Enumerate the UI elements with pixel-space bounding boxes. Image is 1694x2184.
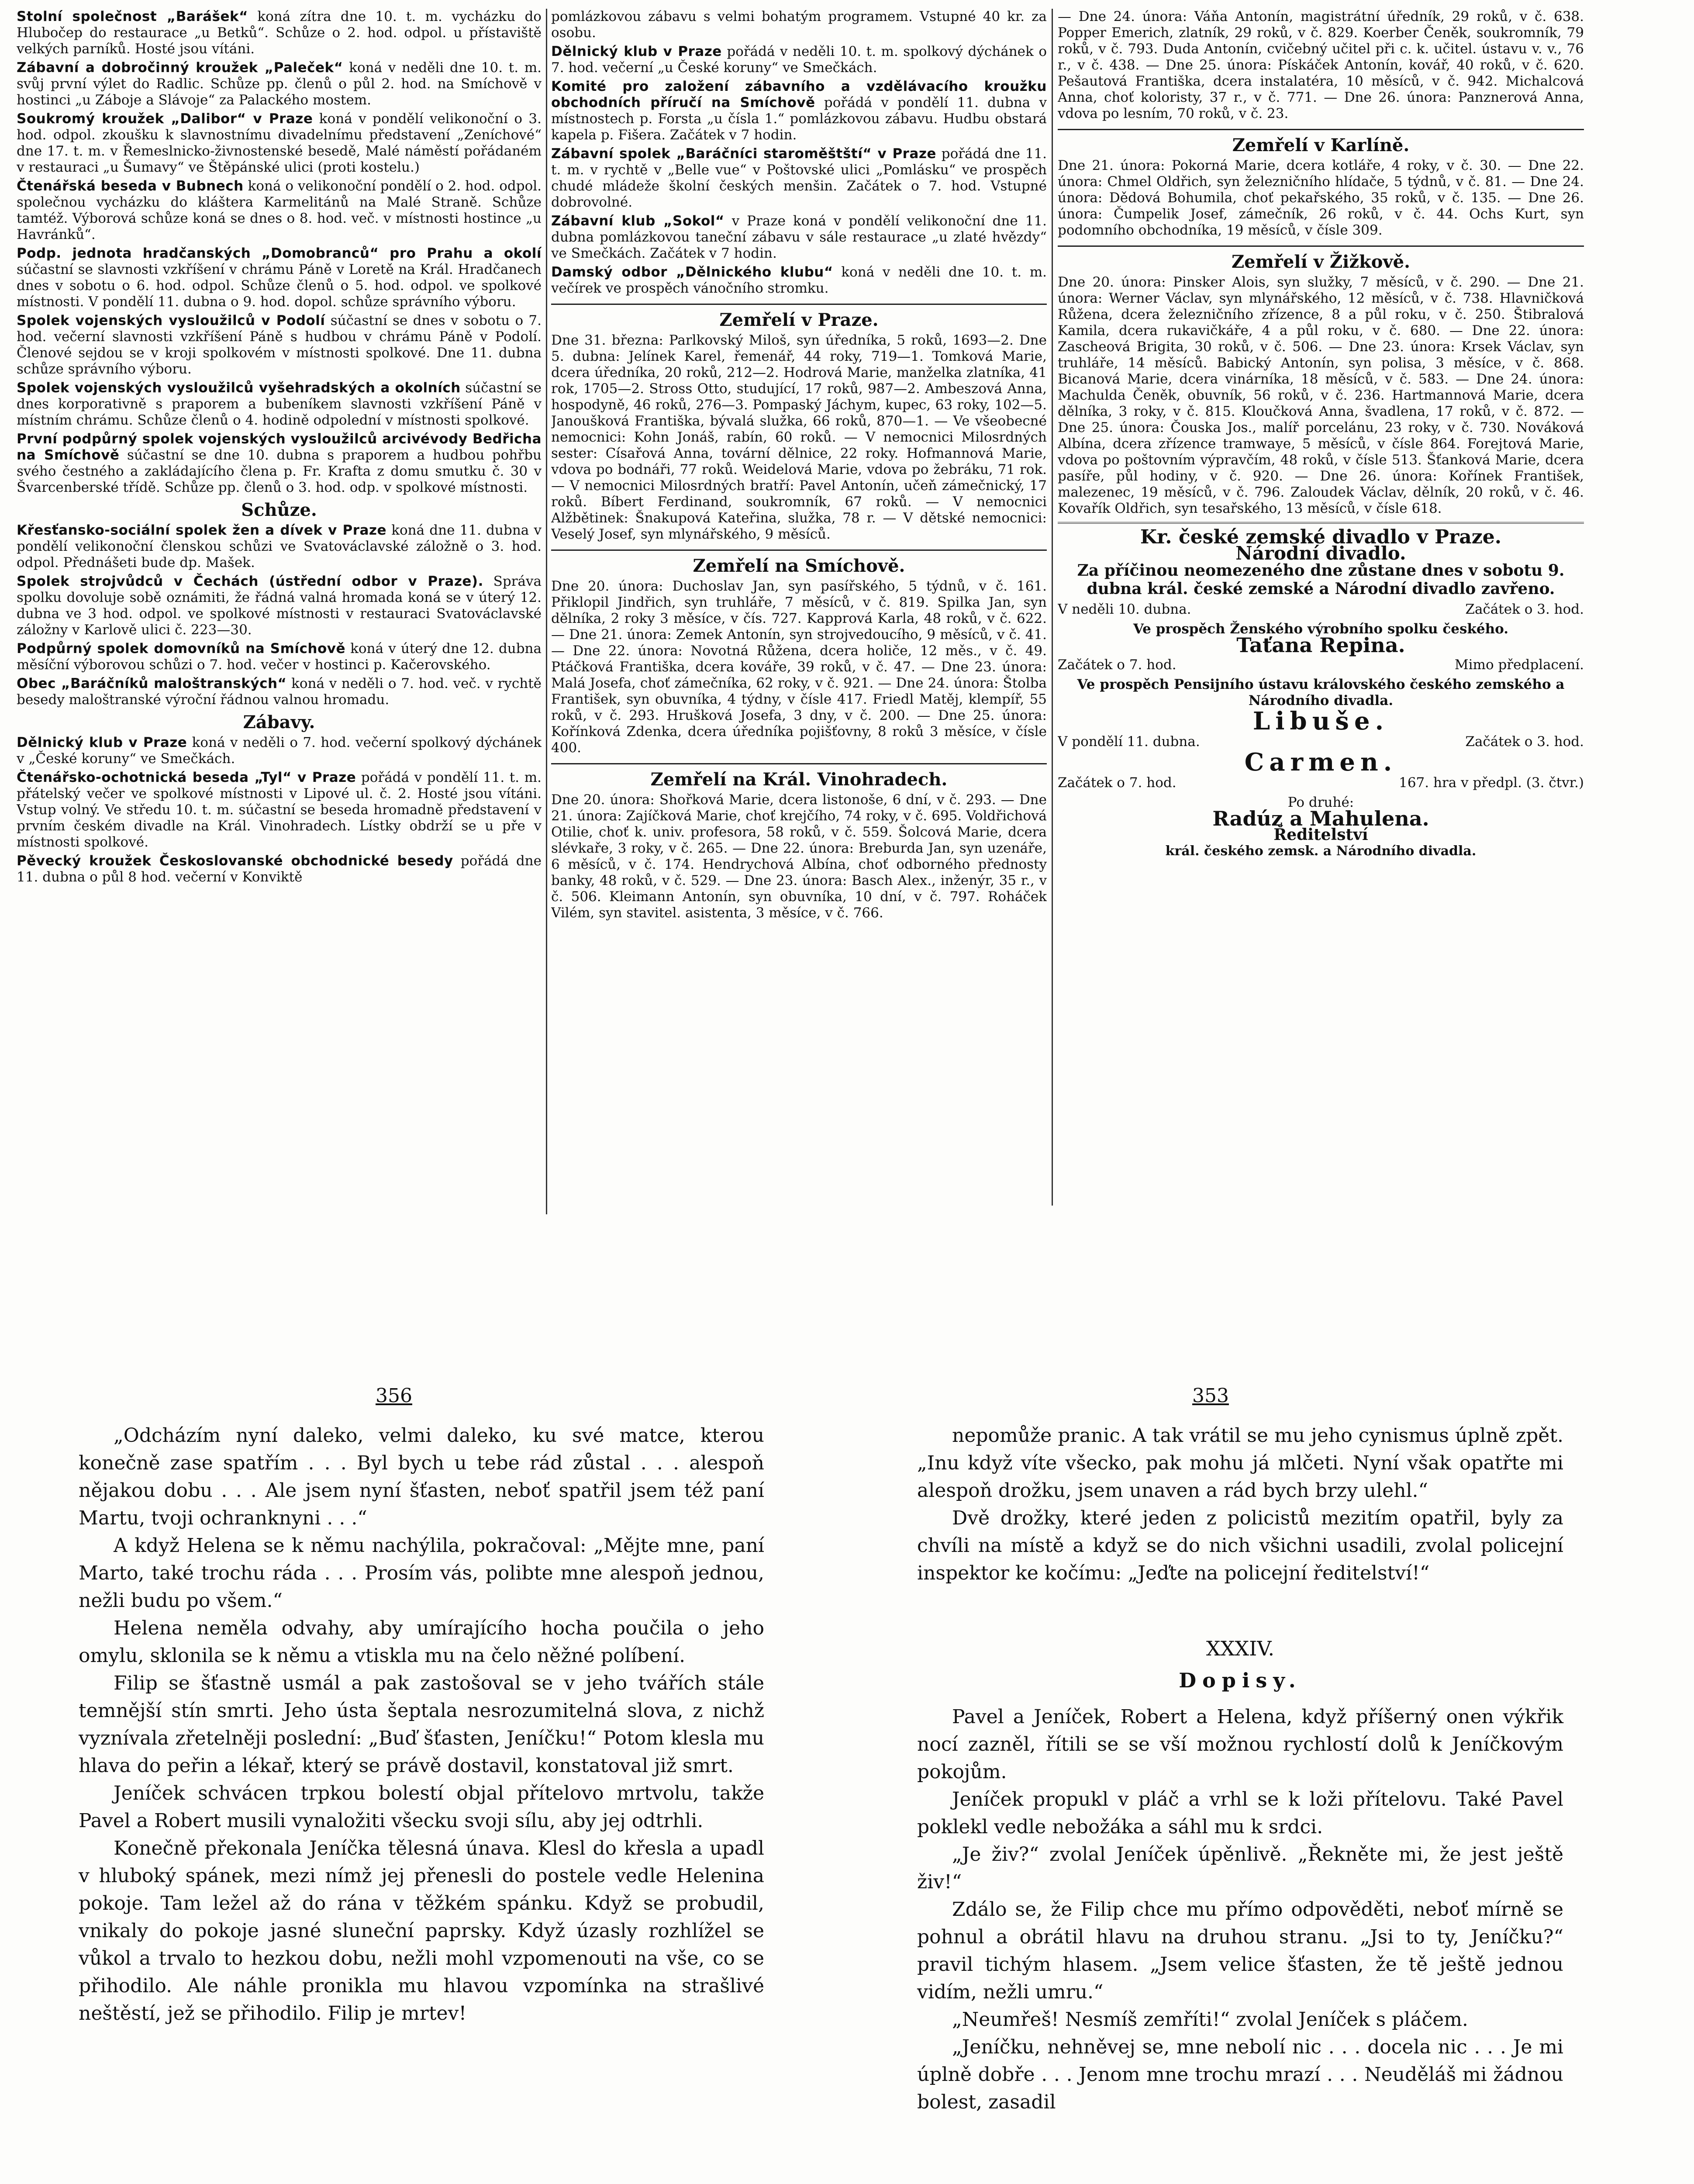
start-time: Začátek o 3. hod. [1465,734,1584,750]
subscription-note: 167. hra v předpl. (3. čtvr.) [1399,775,1584,791]
notice [551,44,1047,76]
continuation-text: pomlázkovou zábavu s velmi bohatým programem. Vstupné 40 kr. za osobu. [551,9,1047,41]
notice-text: koná v pondělí velikonoční o 3. hod. odpol. zkoušku k slavnostnímu divadelnímu představení „Zeníchové“ dne 17. t. m. v Řemeslnicko-živnostenské besedě, Malé náměstí pořádaném v restauraci „u Šumavy“ ve Štěpánské ulici (proti kostelu.) [17,111,542,175]
section-rule [1058,245,1584,247]
novel-paragraph: „Odcházím nyní daleko, velmi daleko, ku své matce, kterou konečně zase spatřím . . . Byl bych u tebe rád zůstal . . . alespoň nějakou dobu . . . Ale jsem nyní šťasten, neboť spatřil jsem též paní Martu, tvoji ochranknyni . . .“ [79,1424,764,1529]
notice-text: pořádá v neděli 10. t. m. spolkový dýchánek o 7. hod. večerní „u České koruny“ ve Smečkách. [551,44,1047,76]
notice [17,676,542,708]
novel-paragraph: „Neumřeš! Nesmíš zemříti!“ zvolal Jeníček s pláčem. [952,2008,1468,2031]
start-time: Začátek o 3. hod. [1465,601,1584,617]
deaths-karlin: Dne 21. února: Pokorná Marie, dcera kotláře, 4 roky, v č. 30. — Dne 22. února: Chmel Oldřich, syn železničního hlídače, 5 týdnů, v č. 81. — Dne 24. února: Dědová Bohumila, choť pekařského, 35 roků, v č. 135. — Dne 26. února: Čumpelik Josef, zámečník, 26 roků, v č. 44. Ochs Kurt, syn podomního obchodníka, 19 měsíců, v čísle 309. [1058,158,1584,238]
novel-paragraph: Konečně překonala Jeníčka tělesná únava. Klesl do křesla a upadl v hluboký spánek, mezi nímž jej přenesli do postele vedle Helenina pokoje. Tam ležel až do rána v těžkém spánku. Když se probudil, vnikaly do pokoje jasné sluneční paprsky. Když úzasly rozhlížel se vůkol a trvalo to hezkou dobu, nežli mohl vzpomenouti na vše, co se přihodilo. Ale náhle pronikla mu hlavou vzpomínka na strašlivé neštěstí, jež se přihodilo. Filip je mrtev! [79,1837,764,2025]
notice-organization: První podpůrný spolek vojenských vysloužilců arcivévody Bedřicha na Smíchově [17,431,542,463]
notice [17,9,542,57]
notice-text: pořádá v pondělí 11. dubna v místnostech p. Forsta „u čísla 1.“ pomlázkovou zábavu. Hudbu obstará kapela p. Fišera. Začátek v 7 hodin. [551,95,1047,143]
novel-continuation [917,1422,1563,1587]
novel-text-left [79,1422,764,2027]
benefit-line: Ve prospěch Pensijního ústavu královského českého zemského a Národního divadla. [1077,677,1565,708]
deaths-smichov: Dne 20. února: Duchoslav Jan, syn pasířského, 5 týdnů, v č. 161. Přiklopil Jindřich, syn truhláře, 7 měsíců, v č. 819. Spilka Jan, syn dělníka, 2 roky 3 měsíce, v čís. 727. Kapprová Karla, 48 roků, v č. 622. — Dne 21. února: Zemek Antonín, syn strojvedoucího, 9 měsíců, v č. 41. — Dne 22. února: Novotná Růžena, dcera holiče, 12 měs., v č. 49. Ptáčková Františka, dcera kováře, 39 roků, v č. 47. — Dne 23. února: Malá Josefa, choť zámečníka, 62 roky, v č. 921. — Dne 24. února: Štolba František, syn obuvníka, 4 týdny, v čísle 417. Friedl Matěj, klempíř, 55 roků, v č. 293. Hrušková Josefa, 3 dny, v č. 200. — Dne 25. února: Kořínková Zdenka, dcera úředníka pojišťovny, 8 roků 3 měsíce, v čísle 400. [551,578,1047,756]
notice-organization: Obec „Baráčníků maloštranských“ [17,676,287,691]
novel-paragraph: Zdálo se, že Filip chce mu přímo odpověděti, neboť mírně se pohnul a obrátil hlavu na druhou stranu. „Jsi to ty, Jeníčku?“ pravil tichým hlasem. „Jsem velice šťasten, že tě ještě jednou vidím, nežli umru.“ [917,1898,1563,2003]
notice-organization: Spolek vojenských vysloužilců v Podolí [17,313,325,328]
notice-organization: Dělnický klub v Praze [17,735,187,750]
notice-text: Správa spolku dovoluje sobě oznámiti, že řádná valná hromada koná se v úterý 12. dubna ve 3 hod. odpol. ve spolkové místnosti v restauraci Svatováclavské záložny v Karlově ulici č. 223—30. [17,574,542,638]
notice-organization: Čtenářská beseda v Bubnech [17,178,244,194]
column-1 [17,9,542,1273]
heading-schuze: Schůze. [241,500,317,520]
notice-organization: Stolní společnost „Barášek“ [17,9,248,24]
notice-organization: Damský odbor „Dělnického klubu“ [551,264,833,280]
notice-organization: Podp. jednota hradčanských „Domobranců“ pro Prahu a okolí [17,245,542,261]
notice [17,770,542,850]
column-divider [1052,9,1053,1206]
deaths-zizkov: Dne 20. února: Pinsker Alois, syn služky, 7 měsíců, v č. 290. — Dne 21. února: Werner Václav, syn mlynářského, 12 měsíců, v č. 738. Hlavničková Růžena, dcera železničního zřízence, 8 a půl roku, v č. 250. Štibralová Kamila, dcera rukavičkáře, 4 a půl roku, v č. 680. — Dne 22. února: Zascheová Brigita, 30 roků, v č. 506. — Dne 23. února: Krsek Václav, syn truhláře, 14 měsíců. Babický Antonín, syn polisa, 3 měsíce, v č. 868. Bicanová Marie, dcera vinárníka, 18 měsíců, v č. 583. — Dne 24. února: Machulda Čeněk, obuvník, 56 roků, v č. 236. Hartmannová Marie, dcera dělníka, 3 roky, v č. 815. Kloučková Anna, švadlena, 17 roků, v č. 872. — Dne 25. února: Čouska Jos., malíř porcelánu, 23 roky, v č. 730. Nováková Albína, dcera zřízence tramwaye, 5 měsíců, v čísle 864. Forejtová Marie, vdova po poštovním výpravčím, 48 roků, v čísle 513. Šťanková Marie, dcera pasíře, půl hodiny, v č. 920. — Dne 26. února: Kořínek František, malezenec, 19 měsíců, v č. 796. Zaloudek Václav, dělník, 20 roků, v č. 46. Kovařík Oldřich, syn tesařského, 13 měsíců, v čísle 618. [1058,274,1584,516]
novel-paragraph: Pavel a Jeníček, Robert a Helena, když příšerný onen výkřik nocí zazněl, řítili se se vší možnou rychlostí dolů k Jeníčkovým pokojům. [917,1706,1563,1783]
notice-text: pořádá dne 11. dubna o půl 8 hod. večerní v Konviktě [17,853,542,885]
notice-text: koná dne 11. dubna v pondělí velikonoční členskou schůzi ve Svatováclavské záložně o 3. hod. odpol. Přednášeti bude dp. Mašek. [17,522,542,570]
notice [17,60,542,108]
notice [17,111,542,176]
notice [17,574,542,638]
notice [17,522,542,571]
date-label: V neděli 10. dubna. [1058,601,1191,617]
notice-text: koná v úterý dne 12. dubna měsíční výborovou schůzi o 7. hod. večer v hostinci p. Kačerovského. [17,641,542,673]
novel-paragraph: „Jeníčku, nehněvej se, mne nebolí nic . . . docela nic . . . Je mi úplně dobře . . . Jenom mne trochu mrazí . . . Neuděláš mi žádnou bolest, zasadil [917,2036,1563,2113]
deaths-continuation: — Dne 24. února: Váňa Antonín, magistrátní úředník, 29 roků, v č. 638. Popper Emerich, zlatník, 29 roků, v č. 829. Koerber Čeněk, soukromník, 79 roků, v č. 793. Duda Antonín, cvičebný učitel při c. k. učitel. ústavu v. v., 76 r., v č. 438. — Dne 25. února: Pískáček Antonín, kovář, 40 roků, v č. 620. Pešautová Františka, dcera instalatéra, 10 měsíců, v č. 942. Michalcová Anna, choť koloristy, 37 r., v č. 771. — Dne 26. února: Panznerová Anna, vdova po lesním, 70 roků, v č. 23. [1058,9,1584,121]
theater-title: Kr. české zemské divadlo v Praze. [1140,526,1502,548]
novel-chapter-body [917,1703,1563,2116]
novel-paragraph: Jeníček schvácen trpkou bolestí objal přítelovo mrtvolu, takže Pavel a Robert musili vynaložiti všecku svoji sílu, aby jej odtrhli. [79,1782,764,1832]
section-rule [1058,522,1584,524]
notice [551,79,1047,143]
theater-national: Národní divadlo. [1235,543,1406,564]
notice-text: koná v neděli dne 10. t. m. svůj první výlet do Radlic. Schůze pp. členů o půl 2. hod. na Smíchově v hostinci „u Záboje a Slávoje“ za Palackého mostem. [17,60,542,108]
notice [17,853,542,885]
play-title: Taťana Repina. [1236,633,1405,657]
novel-paragraph: „Je živ?“ zvolal Jeníček úpěnlivě. „Řekněte mi, že jest ještě živ!“ [917,1843,1563,1893]
notice-organization: Čtenářsko-ochotnická beseda „Tyl“ v Praze [17,770,356,785]
theater-program [1058,526,1584,859]
club-notices [551,44,1047,297]
notice-organization: Zábavní klub „Sokol“ [551,213,725,229]
theater-row [1058,657,1584,673]
subscription-note: Mimo předplacení. [1454,657,1584,673]
notice-organization: Křesťansko-sociální spolek žen a dívek v Praze [17,522,386,538]
notice-organization: Zábavní a dobročinný kroužek „Paleček“ [17,60,343,76]
play-title: Libuše. [1252,707,1389,736]
notice-text: súčastní se dnes v sobotu o 7. hod. večerní slavnosti vzkříšení Páně s hudbou v chrámu Páně v Podolí. Členové sejdou se v kroji spolkovém v místnosti spolkové. Dne 11. dubna schůze správního výboru. [17,313,542,377]
novel-paragraph: nepomůže pranic. A tak vrátil se mu jeho cynismus úplně zpět. „Inu když víte všecko, pak mohu já mlčeti. Nyní však opatřte mi alespoň drožku, jsem unaven a rád bych brzy ulehl.“ [917,1424,1563,1502]
notice-organization: Spolek vojenských vysloužilců vyšehradských a okolních [17,380,461,396]
notice-text: pořádá dne 11. t. m. v rychtě v „Belle vue“ v Poštovské ulici „Pomlásku“ ve prospěch chudé mládeže školní českých menšin. Začátek o 7. hod. Vstupné dobrovolné. [551,146,1047,210]
chapter-number: XXXIV. [1206,1637,1275,1660]
section-rule [1058,129,1584,130]
notice-text: súčastní se dne 10. dubna s praporem a hudbou pohřbu svého čestného a zakládajícího člena p. Fr. Krafta z domu smutku č. 30 v Švarcenberské třídě. Schůze pp. členů o 3. hod. odp. v spolkové místnosti. [17,447,542,495]
section-rule [551,549,1047,551]
start-time: Začátek o 7. hod. [1058,775,1176,791]
novel-paragraph: Filip se šťastně usmál a pak zastošoval se v jeho tvářích stále temnější stín smrti. Jeho ústa šeptala nesrozumitelná slova, z nichž vyznívala zřetelněji poslední: „Buď šťasten, Jeníčku!“ Potom klesla mu hlava do peřin a lékař, který se právě dostavil, konstatoval již smrt. [79,1672,764,1777]
theater-closed-notice: Za příčinou neomezeného dne zůstane dnes v sobotu 9. dubna král. české zemské a Národní divadlo zavřeno. [1077,561,1565,598]
heading-zizkov: Zemřelí v Žižkově. [1231,252,1411,272]
notice-text: súčastní se dnes korporativně s praporem a bubeníkem slavnosti vzkříšení Páně v místním chrámu. Schůze členů o 4. hodině odpolední v místnosti spolkové. [17,380,542,428]
notice-organization: Pěvecký kroužek Českoslovanské obchodnické besedy [17,853,453,869]
column-divider [546,9,547,1214]
notice-text: koná v neděli dne 10. t. m. večírek ve prospěch vánočního stromku. [551,264,1047,296]
novel-paragraph: Jeníček propukl v pláč a vrhl se k loži přítelovu. Také Pavel poklekl vedle nebožáka a sáhl mu k srdci. [917,1788,1563,1838]
notice-text: koná zítra dne 10. t. m. vycházku do Hlubočep do restaurace „u Betků“. Schůze o 2. hod. odpol. u přístaviště velkých parníků. Hosté jsou vítáni. [17,9,542,57]
then-label: Po druhé: [1287,795,1354,810]
benefit-line: Ve prospěch Ženského výrobního spolku českého. [1133,621,1509,637]
date-label: V pondělí 11. dubna. [1058,734,1200,750]
theater-row [1058,775,1584,791]
start-time: Začátek o 7. hod. [1058,657,1176,673]
notice-organization: Dělnický klub v Praze [551,44,722,59]
notice-text: pořádá v pondělí 11. t. m. přátelský večer ve spolkové místnosti v Lipové ul. č. 2. Hosté jsou vítáni. Vstup volný. Ve středu 10. t. m. súčastní se beseda hromadně představení v prvním českém divadle na Král. Vinohradech. Lístky obdrží se u pře v místnosti spolkové. [17,770,542,850]
notice [17,641,542,673]
column-3 [1058,9,1584,1223]
novel-paragraph: Helena neměla odvahy, aby umírajícího hocha poučila o jeho omylu, sklonila se k němu a vtiskla mu na čelo něžné políbení. [79,1617,764,1667]
notice-text: v Praze koná v pondělí velikonoční dne 11. dubna pomlázkovou taneční zábavu v sále restaurace „u zlaté hvězdy“ ve Smečkách. Začátek v 7 hodin. [551,213,1047,261]
heading-zabavy: Zábavy. [243,712,315,733]
notice-organization: Komité pro založení zábavního a vzdělávacího kroužku obchodních příručí na Smíchově [551,79,1047,111]
notice [551,264,1047,297]
play-title: Carmen. [1244,748,1397,777]
notice [17,735,542,767]
notice-text: koná v neděli o 7. hod. več. v rychtě besedy maloštranské výroční řádnou valnou hromadu. [17,676,542,708]
heading-smichov: Zemřelí na Smíchově. [693,556,905,576]
page-number-right: 353 [1192,1385,1229,1407]
page-number-left: 356 [376,1385,412,1407]
deaths-praha: Dne 31. března: Parlkovský Miloš, syn úředníka, 5 roků, 1693—2. Dne 5. dubna: Jelínek Karel, řemenář, 44 roky, 719—1. Tomková Marie, dcera úředníka, 20 roků, 212—2. Hodrová Marie, manželka zlatníka, 41 rok, 1705—2. Stross Otto, studující, 17 roků, 987—2. Ambeszová Anna, hospodyně, 46 roků, 276—3. Pompaský Jáchym, kupec, 63 roky, 102—5. Janoušková Františka, bývalá služka, 66 roků, 870—1. — Ve všeobecné nemocnici: Kohn Jonáš, rabín, 60 roků. — V nemocnici Milosrdných sester: Císařová Anna, tovární dělnice, 22 roky. Hofmannová Marie, vdova po bodnáři, 77 roků. Weidelová Marie, vdova po žebráku, 71 rok. — V nemocnici Milosrdných bratří: Pavel Antonín, učeň zámečnický, 17 roků. Bíbert Ferdinand, soukromník, 67 roků. — V nemocnici Alžbětinek: Šnakupová Kateřina, služka, 78 r. — V dětské nemocnici: Veselý Josef, syn mlynářského, 9 měsíců. [551,332,1047,542]
heading-praha: Zemřelí v Praze. [719,310,879,330]
directorate: Ředitelství [1273,826,1368,844]
notice [17,245,542,310]
notice [551,213,1047,262]
notice-organization: Zábavní spolek „Baráčníci staroměštští“ v Praze [551,146,936,162]
heading-vinohrady: Zemřelí na Král. Vinohradech. [650,769,948,790]
chapter-title: Dopisy. [1179,1669,1302,1692]
notice [551,146,1047,211]
notice-text: súčastní se slavnosti vzkříšení v chrámu Páně v Loretě na Král. Hradčanech dnes v sobotu o 6. hod. odpol. Schůze členů o 5. hod. odpol. ve spolkové místnosti. V pondělí 11. dubna o 9. hod. dopol. schůze správního výboru. [17,262,542,310]
theater-row [1058,601,1584,618]
notice-text: koná v neděli o 7. hod. večerní spolkový dýchánek v „České koruny“ ve Smečkách. [17,735,542,767]
novel-text-right [917,1422,1563,2116]
notice-organization: Spolek strojvůdců v Čechách (ústřední odbor v Praze). [17,574,483,589]
notice-organization: Podpůrný spolek domovníků na Smíchově [17,641,345,657]
notice [17,178,542,243]
play-title: Radúz a Mahulena. [1212,807,1429,830]
novel-paragraph: Dvě drožky, které jeden z policistů mezitím opatřil, byly za chvíli na místě a když se do nich všichni usadili, zvolal policejní inspektor ke kočímu: „Jeďte na policejní ředitelství!“ [917,1507,1563,1584]
notice-organization: Soukromý kroužek „Dalibor“ v Praze [17,111,313,127]
notice [17,431,542,496]
directorate-sub: král. českého zemsk. a Národního divadla. [1165,843,1477,859]
notice-text: koná o velikonoční pondělí o 2. hod. odpol. společnou vycházku do kláštera Karmelitánů na Malé Straně. Schůze tamtéž. Výborová schůze koná se dnes o 8. hod. več. v místnosti hostince „u Havránků“. [17,178,542,242]
heading-karlin: Zemřelí v Karlíně. [1232,135,1410,156]
section-rule [551,763,1047,764]
notice [17,313,542,377]
deaths-vinohrady: Dne 20. února: Shořková Marie, dcera listonoše, 6 dní, v č. 293. — Dne 21. února: Zajíčková Marie, choť krejčího, 74 roky, v č. 695. Voldřichová Otilie, choť k. univ. profesora, 58 roků, v č. 559. Šolcová Marie, dcera slévkaře, 3 roky, v č. 265. — Dne 22. února: Breburda Jan, syn uzenáře, 6 měsíců, v č. 174. Hendrychová Albína, choť odborného přednosty banky, 48 roků, v č. 529. — Dne 23. února: Basch Alex., inženýr, 35 r., v č. 506. Kleimann Antonín, syn obuvníka, 10 dní, v č. 797. Roháček Vilém, syn stavitel. asistenta, 3 měsíce, v č. 766. [551,792,1047,921]
section-rule [551,304,1047,305]
column-2 [551,9,1047,1206]
novel-paragraph: A když Helena se k němu nachýlila, pokračoval: „Mějte mne, paní Marto, také trochu ráda . . . Prosím vás, polibte mne alespoň jednou, nežli budu po všem.“ [79,1534,764,1612]
notice [17,380,542,429]
